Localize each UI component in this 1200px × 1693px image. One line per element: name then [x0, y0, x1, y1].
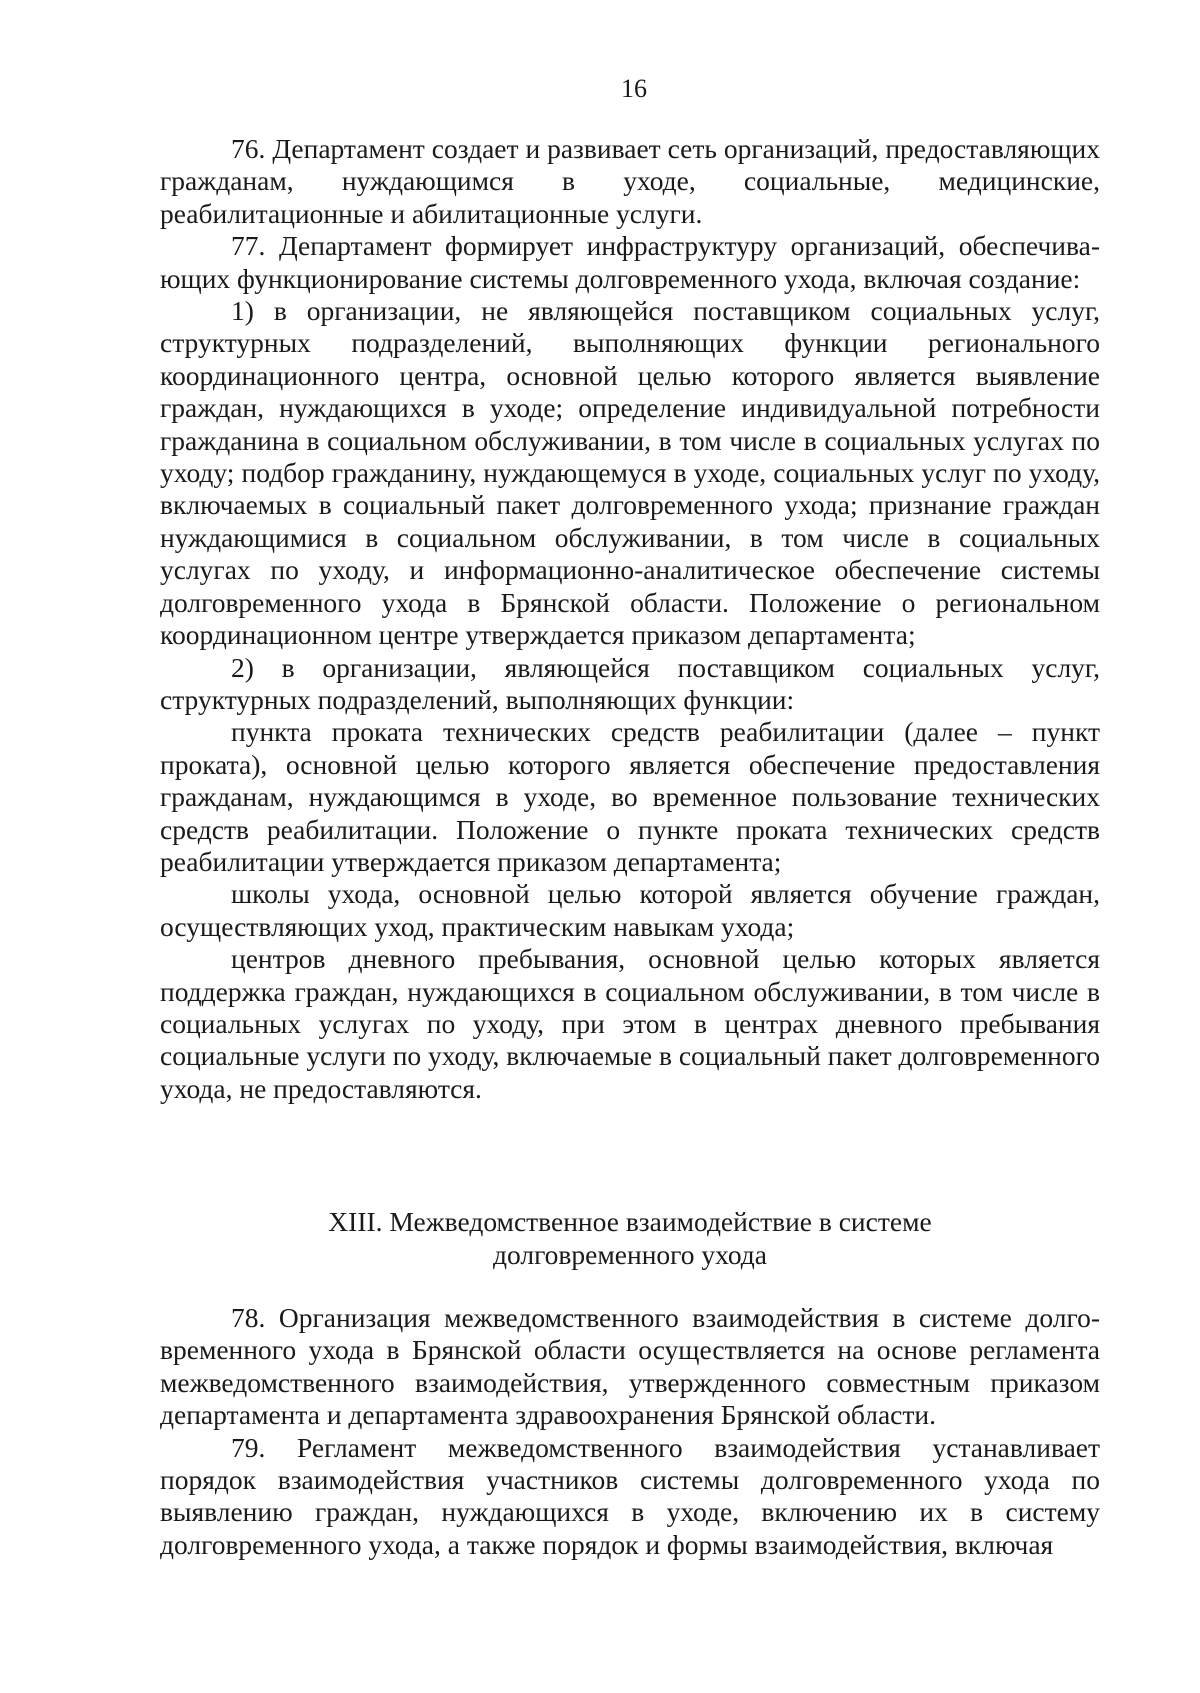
paragraph-77-item-2: 2) в организации, являющейся поставщиком социальных услуг, структурных подразделений, выполняющих функции:: [160, 651, 1100, 715]
section-heading-line-2: долговременного ухода: [492, 1239, 767, 1270]
paragraph-77: 77. Департамент формирует инфраструктуру организаций, обеспечивающих функционирование системы долговременного ухода, включая создание:: [160, 230, 1100, 294]
paragraph-day-centers: центров дневного пребывания, основной целью которых является поддержка граждан, нуждающихся в социальном обслуживании, в том числе в социальных услугах по уходу, при этом в центрах дневного пребывания социальные услуги по уходу, включаемые в социальный пакет долговременного ухода, не предоставляются.: [160, 943, 1100, 1104]
paragraph-rental-point: пункта проката технических средств реабилитации (далее – пункт проката), основной целью которого является обеспечение предоставления гражданам, нуждающимся в уходе, во временное пользование технических средств реабилитации. Положение о пункте проката технических средств реабилитации утверждается приказом департамента;: [160, 716, 1100, 877]
section-heading: [160, 1205, 1100, 1271]
section-heading-line-1: XIII. Межведомственное взаимодействие в системе: [328, 1206, 932, 1237]
paragraph-76: 76. Департамент создает и развивает сеть организаций, предоставляющих гражданам, нуждающимся в уходе, социальные, медицинские, реабилитационные и абилитационные услуги.: [160, 133, 1100, 229]
page-number: 16: [621, 74, 647, 103]
paragraph-78: 78. Организация межведомственного взаимодействия в системе долговременного ухода в Брянской области осуществляется на основе регламента межведомственного взаимодействия, утвержденного совместным приказом департамента и департамента здравоохранения Брянской области.: [160, 1302, 1100, 1431]
paragraph-77-item-1: 1) в организации, не являющейся поставщиком социальных услуг, структурных подразделений, выполняющих функции регионального координационного центра, основной целью которого является выявление граждан, нуждающихся в уходе; определение индивидуальной потребности гражданина в социальном обслуживании, в том числе в социальных услугах по уходу; подбор гражданину, нуждающемуся в уходе, социальных услуг по уходу, включаемых в социальный пакет долговременного ухода; признание граждан нуждающимися в социальном обслуживании, в том числе в социальных услугах по уходу, и информационно-аналитическое обеспечение системы долговременного ухода в Брянской области. Положение о региональном координационном центре утверждается приказом департамента;: [160, 295, 1100, 651]
paragraph-79: 79. Регламент межведомственного взаимодействия устанавливает порядок взаимодействия участников системы долговременного ухода по выявлению граждан, нуждающихся в уходе, включению их в систему долговременного ухода, а также порядок и формы взаимодействия, включая: [160, 1431, 1100, 1560]
body-text-bottom: [160, 1302, 1100, 1561]
paragraph-care-school: школы ухода, основной целью которой является обучение граждан, осуществляющих уход, практическим навыкам ухода;: [160, 878, 1100, 942]
body-text-top: [160, 133, 1100, 1105]
